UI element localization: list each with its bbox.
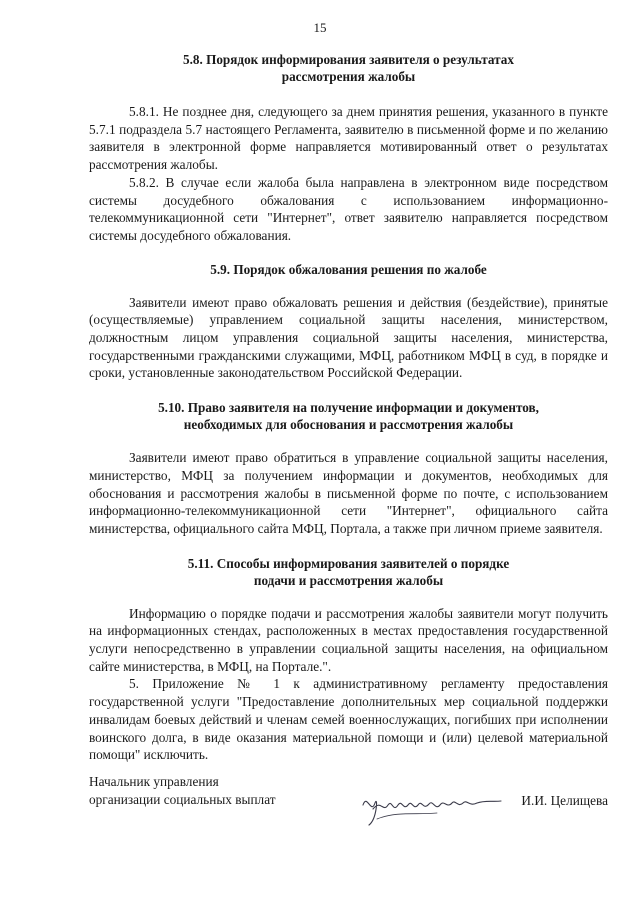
handwritten-signature xyxy=(357,775,507,833)
signature-block xyxy=(89,773,608,833)
signatory-position: Начальник управления организации социальных выплат xyxy=(89,774,276,807)
paragraph: Информацию о порядке подачи и рассмотрения жалобы заявители могут получить на информационных стендах, расположенных в местах предоставления государственной услуги непосредственно в управлении социальной защиты населения, на официальном сайте министерства, в МФЦ, на Портале.". xyxy=(89,605,608,674)
section-heading-5-11: 5.11. Способы информирования заявителей о порядке подачи и рассмотрения жалобы xyxy=(187,555,510,588)
document-body xyxy=(89,51,608,764)
paragraph: Заявители имеют право обжаловать решения и действия (бездействие), принятые (осуществляемые) управлением социальной защиты населения, министерством, должностным лицом управления социальной защиты населения, министерства, государственными гражданскими служащими, МФЦ, работником МФЦ в суд, в порядке и сроки, установленные законодательством Российской Федерации. xyxy=(89,294,608,381)
paragraph: Заявители имеют право обратиться в управление социальной защиты населения, министерство, МФЦ за получением информации и документов, необходимых для обоснования и рассмотрения жалобы в письменной форме по почте, с использованием информационно-телекоммуникационной сети "Интернет", официального сайта министерства, официального сайта МФЦ, Портала, а также при личном приеме заявителя. xyxy=(89,450,608,536)
signatory-name: И.И. Целищева xyxy=(521,793,608,808)
section-heading-5-10: 5.10. Право заявителя на получение информации и документов, необходимых для обоснования и рассмотрения жалобы xyxy=(158,400,539,433)
section-heading-5-9: 5.9. Порядок обжалования решения по жалобе xyxy=(210,261,487,277)
paragraph: 5.8.1. Не позднее дня, следующего за днем принятия решения, указанного в пункте 5.7.1 подраздела 5.7 настоящего Регламента, заявителю в письменной форме и по желанию заявителя в электронной форме направляется мотивированный ответ о результатах рассмотрения жалобы. xyxy=(89,104,608,173)
paragraph: 5. Приложение № 1 к административному регламенту предоставления государственной услуги "Предоставление дополнительных мер социальной поддержки инвалидам боевых действий и членам семей военнослужащих, погибших при исполнении воинского долга, в виде оказания материальной помощи и (или) целевой материальной помощи" исключить. xyxy=(89,676,608,763)
section-heading-5-8: 5.8. Порядок информирования заявителя о результатах рассмотрения жалобы xyxy=(183,52,514,84)
paragraph: 5.8.2. В случае если жалоба была направлена в электронном виде посредством системы досудебного обжалования с использованием информационно-телекоммуникационной сети "Интернет", ответ заявителю направляется посредством системы досудебного обжалования. xyxy=(89,174,608,243)
page-number: 15 xyxy=(313,20,327,35)
